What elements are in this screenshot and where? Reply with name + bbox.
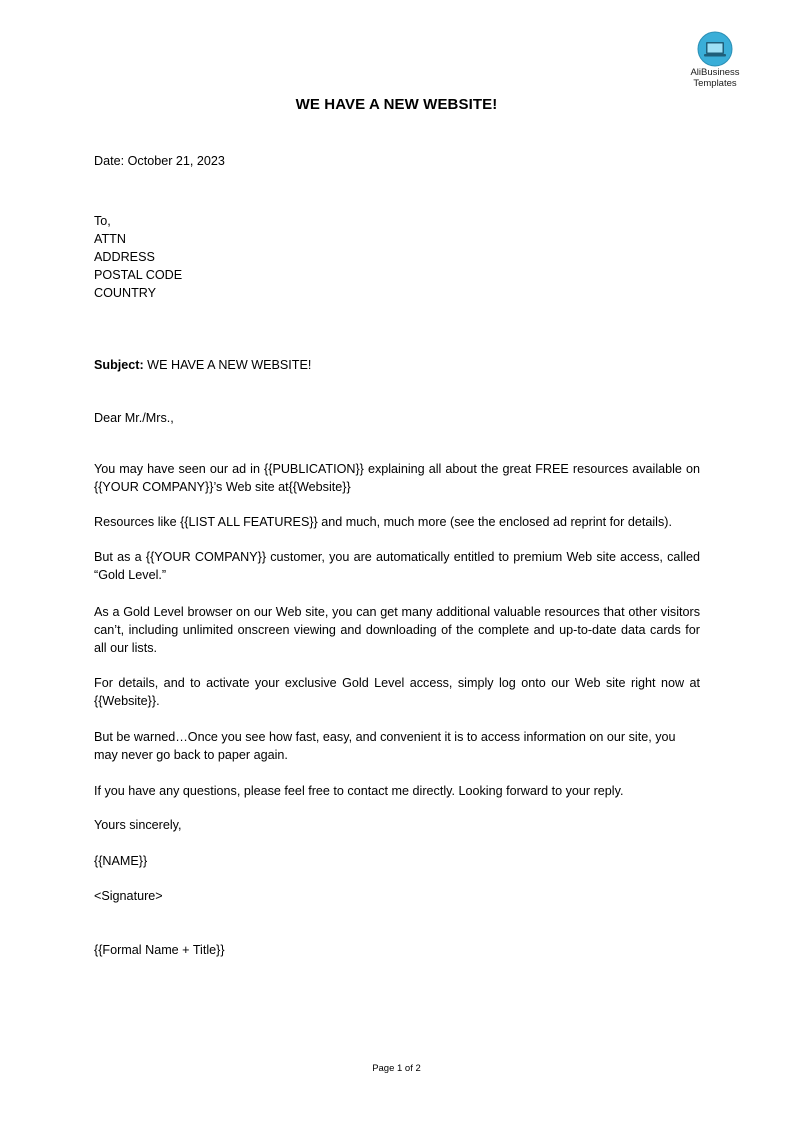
paragraph-1-text: You may have seen our ad in {{PUBLICATION}} explaining all about the great FREE resources available on {{YOUR COMPANY}}’s Web site at{{Website}} [94, 462, 700, 494]
document-title: WE HAVE A NEW WEBSITE! [295, 96, 498, 113]
address-to: To, [94, 214, 111, 228]
formal-name-line [94, 941, 700, 959]
logo-text-line2: Templates [693, 78, 737, 89]
paragraph-4 [94, 603, 700, 657]
formal-name-title: {{Formal Name + Title}} [94, 943, 225, 957]
paragraph-6-text: But be warned…Once you see how fast, easy, and convenient it is to access information on our site, you may never go back to paper again. [94, 730, 676, 762]
paragraph-2 [94, 513, 700, 531]
address-country: COUNTRY [94, 286, 157, 300]
paragraph-3 [94, 548, 700, 584]
address-postal: POSTAL CODE [94, 268, 183, 282]
company-logo [684, 31, 746, 89]
paragraph-5-text: For details, and to activate your exclusive Gold Level access, simply log onto our Web site right now at {{Website}}. [94, 676, 700, 708]
closing: Yours sincerely, [94, 818, 182, 832]
salutation: Dear Mr./Mrs., [94, 411, 174, 425]
paragraph-1 [94, 460, 700, 496]
recipient-address-block [94, 212, 700, 302]
paragraph-3-text: But as a {{YOUR COMPANY}} customer, you are automatically entitled to premium Web site access, called “Gold Level.” [94, 550, 700, 582]
sender-name: {{NAME}} [94, 854, 148, 868]
page-number: Page 1 of 2 [372, 1063, 421, 1074]
signature-line [94, 887, 700, 905]
name-line [94, 852, 700, 870]
subject-text: WE HAVE A NEW WEBSITE! [143, 358, 312, 372]
paragraph-2-text: Resources like {{LIST ALL FEATURES}} and much, much more (see the enclosed ad reprint for details). [94, 515, 672, 529]
signature-placeholder: <Signature> [94, 889, 163, 903]
paragraph-7-text: If you have any questions, please feel free to contact me directly. Looking forward to your reply. [94, 784, 624, 798]
date-text: Date: October 21, 2023 [94, 154, 225, 168]
laptop-logo-icon [697, 31, 733, 67]
paragraph-5 [94, 674, 700, 710]
subject-line [94, 356, 700, 374]
subject-label: Subject: [94, 358, 144, 372]
address-street: ADDRESS [94, 250, 155, 264]
salutation-line [94, 409, 700, 427]
logo-text-line1: AliBusiness [690, 67, 740, 78]
date-line [94, 152, 700, 170]
paragraph-6 [94, 728, 700, 764]
paragraph-4-text: As a Gold Level browser on our Web site, you can get many additional valuable resources that other visitors can’t, including unlimited onscreen viewing and downloading of the complete and up-to-date data cards for all our lists. [94, 605, 700, 655]
closing-line [94, 816, 700, 834]
paragraph-7 [94, 782, 700, 800]
address-attn: ATTN [94, 232, 126, 246]
